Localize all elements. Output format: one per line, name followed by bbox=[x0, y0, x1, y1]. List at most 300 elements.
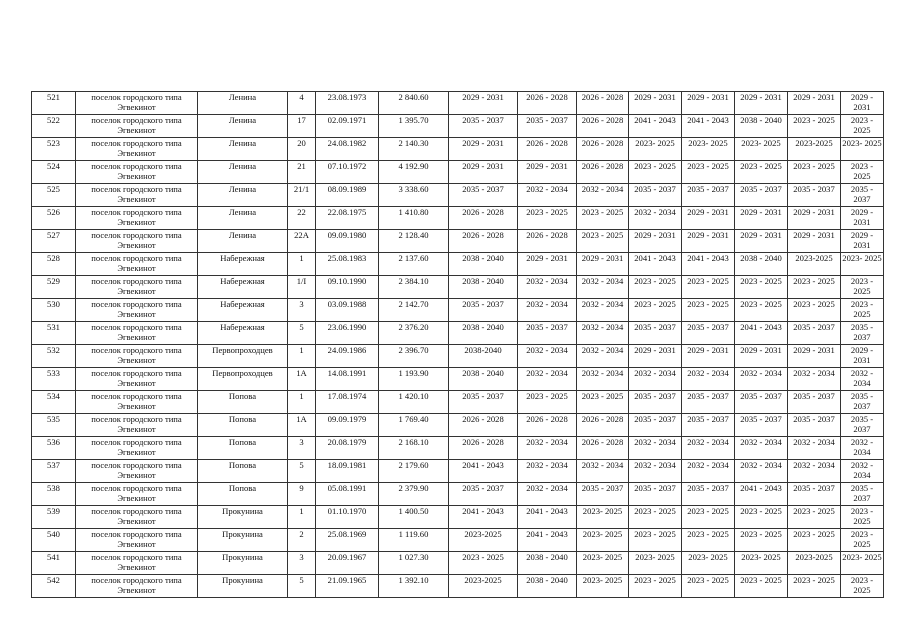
table-row bbox=[32, 115, 884, 138]
period-cell: 2023 - 2025 bbox=[449, 552, 518, 575]
table-row bbox=[32, 575, 884, 598]
period-cell: 2035 - 2037 bbox=[735, 184, 788, 207]
period-cell: 2035 - 2037 bbox=[841, 322, 884, 345]
period-cell: 2032 - 2034 bbox=[735, 437, 788, 460]
street-cell: Попова bbox=[198, 414, 288, 437]
settlement-cell: поселок городского типа Эгвекинот bbox=[76, 368, 198, 391]
period-cell: 2029 - 2031 bbox=[788, 92, 841, 115]
period-cell: 2026 - 2028 bbox=[577, 92, 629, 115]
period-cell: 2026 - 2028 bbox=[518, 414, 577, 437]
settlement-cell: поселок городского типа Эгвекинот bbox=[76, 115, 198, 138]
period-cell: 2035 - 2037 bbox=[682, 483, 735, 506]
commission-date-cell: 21.09.1965 bbox=[316, 575, 379, 598]
table-row bbox=[32, 483, 884, 506]
period-cell: 2041 - 2043 bbox=[629, 253, 682, 276]
period-cell: 2035 - 2037 bbox=[682, 414, 735, 437]
commission-date-cell: 20.09.1967 bbox=[316, 552, 379, 575]
period-cell: 2023 - 2025 bbox=[682, 299, 735, 322]
period-cell: 2035 - 2037 bbox=[518, 115, 577, 138]
house-number-cell: 3 bbox=[288, 437, 316, 460]
period-cell: 2032 - 2034 bbox=[518, 483, 577, 506]
row-number-cell: 535 bbox=[32, 414, 76, 437]
period-cell: 2041 - 2043 bbox=[629, 115, 682, 138]
period-cell: 2029 - 2031 bbox=[449, 92, 518, 115]
period-cell: 2023 - 2025 bbox=[841, 161, 884, 184]
street-cell: Первопроходцев bbox=[198, 368, 288, 391]
period-cell: 2023 - 2025 bbox=[629, 575, 682, 598]
area-cell: 1 193.90 bbox=[379, 368, 449, 391]
period-cell: 2041 - 2043 bbox=[735, 322, 788, 345]
period-cell: 2023 - 2025 bbox=[682, 506, 735, 529]
period-cell: 2032 - 2034 bbox=[518, 299, 577, 322]
period-cell: 2026 - 2028 bbox=[449, 207, 518, 230]
commission-date-cell: 03.09.1988 bbox=[316, 299, 379, 322]
row-number-cell: 530 bbox=[32, 299, 76, 322]
period-cell: 2029 - 2031 bbox=[449, 161, 518, 184]
period-cell: 2035 - 2037 bbox=[629, 414, 682, 437]
period-cell: 2023 - 2025 bbox=[518, 207, 577, 230]
document-page bbox=[31, 91, 883, 598]
commission-date-cell: 18.09.1981 bbox=[316, 460, 379, 483]
period-cell: 2029 - 2031 bbox=[682, 92, 735, 115]
period-cell: 2035 - 2037 bbox=[788, 391, 841, 414]
commission-date-cell: 22.08.1975 bbox=[316, 207, 379, 230]
period-cell: 2026 - 2028 bbox=[449, 414, 518, 437]
period-cell: 2029 - 2031 bbox=[518, 161, 577, 184]
period-cell: 2029 - 2031 bbox=[449, 138, 518, 161]
street-cell: Набережная bbox=[198, 253, 288, 276]
period-cell: 2035 - 2037 bbox=[788, 322, 841, 345]
period-cell: 2023- 2025 bbox=[629, 552, 682, 575]
table-row bbox=[32, 161, 884, 184]
period-cell: 2035 - 2037 bbox=[841, 414, 884, 437]
street-cell: Прокунина bbox=[198, 529, 288, 552]
settlement-cell: поселок городского типа Эгвекинот bbox=[76, 92, 198, 115]
period-cell: 2032 - 2034 bbox=[518, 460, 577, 483]
period-cell: 2032 - 2034 bbox=[841, 368, 884, 391]
row-number-cell: 536 bbox=[32, 437, 76, 460]
house-number-cell: 3 bbox=[288, 299, 316, 322]
period-cell: 2023-2025 bbox=[449, 575, 518, 598]
period-cell: 2026 - 2028 bbox=[577, 138, 629, 161]
settlement-cell: поселок городского типа Эгвекинот bbox=[76, 230, 198, 253]
house-number-cell: 1А bbox=[288, 368, 316, 391]
settlement-cell: поселок городского типа Эгвекинот bbox=[76, 138, 198, 161]
period-cell: 2023- 2025 bbox=[577, 506, 629, 529]
period-cell: 2032 - 2034 bbox=[577, 368, 629, 391]
commission-date-cell: 24.09.1986 bbox=[316, 345, 379, 368]
period-cell: 2035 - 2037 bbox=[629, 391, 682, 414]
period-cell: 2023 - 2025 bbox=[788, 115, 841, 138]
period-cell: 2023- 2025 bbox=[682, 552, 735, 575]
row-number-cell: 532 bbox=[32, 345, 76, 368]
period-cell: 2035 - 2037 bbox=[841, 391, 884, 414]
area-cell: 2 140.30 bbox=[379, 138, 449, 161]
settlement-cell: поселок городского типа Эгвекинот bbox=[76, 460, 198, 483]
period-cell: 2029 - 2031 bbox=[735, 345, 788, 368]
period-cell: 2023 - 2025 bbox=[735, 575, 788, 598]
house-number-cell: 1 bbox=[288, 345, 316, 368]
period-cell: 2035 - 2037 bbox=[682, 322, 735, 345]
table-row bbox=[32, 92, 884, 115]
period-cell: 2023-2025 bbox=[449, 529, 518, 552]
area-cell: 2 137.60 bbox=[379, 253, 449, 276]
period-cell: 2023 - 2025 bbox=[788, 161, 841, 184]
commission-date-cell: 09.09.1979 bbox=[316, 414, 379, 437]
period-cell: 2038 - 2040 bbox=[518, 552, 577, 575]
period-cell: 2029 - 2031 bbox=[629, 345, 682, 368]
period-cell: 2032 - 2034 bbox=[518, 184, 577, 207]
area-cell: 2 376.20 bbox=[379, 322, 449, 345]
period-cell: 2032 - 2034 bbox=[629, 437, 682, 460]
housing-schedule-table bbox=[31, 91, 884, 598]
period-cell: 2032 - 2034 bbox=[577, 276, 629, 299]
period-cell: 2023 - 2025 bbox=[682, 575, 735, 598]
period-cell: 2032 - 2034 bbox=[518, 437, 577, 460]
period-cell: 2038 - 2040 bbox=[518, 575, 577, 598]
house-number-cell: 2 bbox=[288, 529, 316, 552]
period-cell: 2032 - 2034 bbox=[629, 207, 682, 230]
period-cell: 2035 - 2037 bbox=[449, 299, 518, 322]
row-number-cell: 523 bbox=[32, 138, 76, 161]
period-cell: 2041 - 2043 bbox=[735, 483, 788, 506]
period-cell: 2038 - 2040 bbox=[449, 322, 518, 345]
settlement-cell: поселок городского типа Эгвекинот bbox=[76, 552, 198, 575]
period-cell: 2032 - 2034 bbox=[682, 460, 735, 483]
period-cell: 2026 - 2028 bbox=[577, 437, 629, 460]
period-cell: 2023- 2025 bbox=[841, 253, 884, 276]
settlement-cell: поселок городского типа Эгвекинот bbox=[76, 575, 198, 598]
period-cell: 2032 - 2034 bbox=[841, 460, 884, 483]
street-cell: Набережная bbox=[198, 276, 288, 299]
period-cell: 2026 - 2028 bbox=[518, 230, 577, 253]
period-cell: 2032 - 2034 bbox=[518, 345, 577, 368]
period-cell: 2038 - 2040 bbox=[449, 276, 518, 299]
house-number-cell: 21/1 bbox=[288, 184, 316, 207]
commission-date-cell: 07.10.1972 bbox=[316, 161, 379, 184]
period-cell: 2035 - 2037 bbox=[629, 322, 682, 345]
area-cell: 1 119.60 bbox=[379, 529, 449, 552]
period-cell: 2041 - 2043 bbox=[682, 253, 735, 276]
table-row bbox=[32, 345, 884, 368]
commission-date-cell: 01.10.1970 bbox=[316, 506, 379, 529]
row-number-cell: 537 bbox=[32, 460, 76, 483]
settlement-cell: поселок городского типа Эгвекинот bbox=[76, 437, 198, 460]
period-cell: 2023-2025 bbox=[788, 253, 841, 276]
settlement-cell: поселок городского типа Эгвекинот bbox=[76, 345, 198, 368]
period-cell: 2032 - 2034 bbox=[735, 460, 788, 483]
period-cell: 2023 - 2025 bbox=[629, 276, 682, 299]
period-cell: 2023 - 2025 bbox=[577, 230, 629, 253]
house-number-cell: 1 bbox=[288, 391, 316, 414]
street-cell: Набережная bbox=[198, 299, 288, 322]
period-cell: 2032 - 2034 bbox=[682, 368, 735, 391]
period-cell: 2029 - 2031 bbox=[735, 230, 788, 253]
row-number-cell: 538 bbox=[32, 483, 76, 506]
period-cell: 2032 - 2034 bbox=[841, 437, 884, 460]
street-cell: Прокунина bbox=[198, 552, 288, 575]
settlement-cell: поселок городского типа Эгвекинот bbox=[76, 529, 198, 552]
table-row bbox=[32, 230, 884, 253]
period-cell: 2023 - 2025 bbox=[629, 161, 682, 184]
period-cell: 2023 - 2025 bbox=[629, 506, 682, 529]
period-cell: 2041 - 2043 bbox=[518, 529, 577, 552]
row-number-cell: 527 bbox=[32, 230, 76, 253]
settlement-cell: поселок городского типа Эгвекинот bbox=[76, 506, 198, 529]
period-cell: 2023- 2025 bbox=[682, 138, 735, 161]
row-number-cell: 542 bbox=[32, 575, 76, 598]
period-cell: 2035 - 2037 bbox=[682, 184, 735, 207]
area-cell: 2 128.40 bbox=[379, 230, 449, 253]
street-cell: Ленина bbox=[198, 138, 288, 161]
area-cell: 1 395.70 bbox=[379, 115, 449, 138]
period-cell: 2023 - 2025 bbox=[735, 161, 788, 184]
row-number-cell: 540 bbox=[32, 529, 76, 552]
settlement-cell: поселок городского типа Эгвекинот bbox=[76, 483, 198, 506]
house-number-cell: 17 bbox=[288, 115, 316, 138]
period-cell: 2038 - 2040 bbox=[449, 368, 518, 391]
house-number-cell: 22 bbox=[288, 207, 316, 230]
commission-date-cell: 08.09.1989 bbox=[316, 184, 379, 207]
period-cell: 2029 - 2031 bbox=[682, 230, 735, 253]
period-cell: 2029 - 2031 bbox=[841, 207, 884, 230]
settlement-cell: поселок городского типа Эгвекинот bbox=[76, 276, 198, 299]
period-cell: 2026 - 2028 bbox=[518, 138, 577, 161]
period-cell: 2023 - 2025 bbox=[735, 529, 788, 552]
street-cell: Прокунина bbox=[198, 575, 288, 598]
settlement-cell: поселок городского типа Эгвекинот bbox=[76, 391, 198, 414]
commission-date-cell: 24.08.1982 bbox=[316, 138, 379, 161]
table-body bbox=[32, 92, 884, 598]
period-cell: 2023 - 2025 bbox=[735, 276, 788, 299]
table-row bbox=[32, 368, 884, 391]
house-number-cell: 9 bbox=[288, 483, 316, 506]
area-cell: 2 396.70 bbox=[379, 345, 449, 368]
period-cell: 2023 - 2025 bbox=[577, 391, 629, 414]
table-row bbox=[32, 322, 884, 345]
commission-date-cell: 23.08.1973 bbox=[316, 92, 379, 115]
table-row bbox=[32, 184, 884, 207]
house-number-cell: 5 bbox=[288, 322, 316, 345]
house-number-cell: 1А bbox=[288, 414, 316, 437]
street-cell: Ленина bbox=[198, 184, 288, 207]
period-cell: 2032 - 2034 bbox=[735, 368, 788, 391]
period-cell: 2035 - 2037 bbox=[449, 391, 518, 414]
area-cell: 1 410.80 bbox=[379, 207, 449, 230]
row-number-cell: 541 bbox=[32, 552, 76, 575]
period-cell: 2032 - 2034 bbox=[577, 299, 629, 322]
period-cell: 2023- 2025 bbox=[577, 575, 629, 598]
period-cell: 2023 - 2025 bbox=[841, 575, 884, 598]
period-cell: 2035 - 2037 bbox=[682, 391, 735, 414]
area-cell: 2 840.60 bbox=[379, 92, 449, 115]
table-row bbox=[32, 299, 884, 322]
table-row bbox=[32, 552, 884, 575]
period-cell: 2023 - 2025 bbox=[788, 299, 841, 322]
settlement-cell: поселок городского типа Эгвекинот bbox=[76, 161, 198, 184]
period-cell: 2023 - 2025 bbox=[735, 299, 788, 322]
house-number-cell: 21 bbox=[288, 161, 316, 184]
row-number-cell: 531 bbox=[32, 322, 76, 345]
table-row bbox=[32, 391, 884, 414]
row-number-cell: 521 bbox=[32, 92, 76, 115]
area-cell: 1 400.50 bbox=[379, 506, 449, 529]
period-cell: 2032 - 2034 bbox=[629, 460, 682, 483]
street-cell: Набережная bbox=[198, 322, 288, 345]
area-cell: 4 192.90 bbox=[379, 161, 449, 184]
period-cell: 2035 - 2037 bbox=[449, 483, 518, 506]
street-cell: Ленина bbox=[198, 207, 288, 230]
street-cell: Ленина bbox=[198, 92, 288, 115]
period-cell: 2029 - 2031 bbox=[735, 92, 788, 115]
period-cell: 2023 - 2025 bbox=[788, 575, 841, 598]
period-cell: 2023- 2025 bbox=[841, 552, 884, 575]
period-cell: 2032 - 2034 bbox=[788, 368, 841, 391]
street-cell: Первопроходцев bbox=[198, 345, 288, 368]
period-cell: 2029 - 2031 bbox=[629, 230, 682, 253]
period-cell: 2023 - 2025 bbox=[788, 506, 841, 529]
period-cell: 2026 - 2028 bbox=[577, 115, 629, 138]
period-cell: 2023- 2025 bbox=[841, 138, 884, 161]
period-cell: 2035 - 2037 bbox=[449, 115, 518, 138]
table-row bbox=[32, 207, 884, 230]
commission-date-cell: 09.09.1980 bbox=[316, 230, 379, 253]
house-number-cell: 4 bbox=[288, 92, 316, 115]
period-cell: 2041 - 2043 bbox=[449, 506, 518, 529]
period-cell: 2029 - 2031 bbox=[788, 207, 841, 230]
table-row bbox=[32, 276, 884, 299]
commission-date-cell: 25.08.1983 bbox=[316, 253, 379, 276]
table-row bbox=[32, 253, 884, 276]
period-cell: 2023 - 2025 bbox=[518, 391, 577, 414]
settlement-cell: поселок городского типа Эгвекинот bbox=[76, 253, 198, 276]
period-cell: 2023 - 2025 bbox=[841, 529, 884, 552]
area-cell: 2 379.90 bbox=[379, 483, 449, 506]
period-cell: 2026 - 2028 bbox=[449, 437, 518, 460]
period-cell: 2023- 2025 bbox=[735, 552, 788, 575]
commission-date-cell: 14.08.1991 bbox=[316, 368, 379, 391]
period-cell: 2035 - 2037 bbox=[841, 483, 884, 506]
period-cell: 2023 - 2025 bbox=[682, 529, 735, 552]
period-cell: 2023 - 2025 bbox=[735, 506, 788, 529]
period-cell: 2038-2040 bbox=[449, 345, 518, 368]
period-cell: 2041 - 2043 bbox=[682, 115, 735, 138]
period-cell: 2035 - 2037 bbox=[788, 483, 841, 506]
house-number-cell: 20 bbox=[288, 138, 316, 161]
period-cell: 2035 - 2037 bbox=[735, 414, 788, 437]
period-cell: 2035 - 2037 bbox=[788, 184, 841, 207]
period-cell: 2026 - 2028 bbox=[449, 230, 518, 253]
settlement-cell: поселок городского типа Эгвекинот bbox=[76, 207, 198, 230]
period-cell: 2029 - 2031 bbox=[518, 253, 577, 276]
period-cell: 2038 - 2040 bbox=[735, 115, 788, 138]
period-cell: 2023-2025 bbox=[788, 552, 841, 575]
period-cell: 2035 - 2037 bbox=[629, 184, 682, 207]
area-cell: 2 384.10 bbox=[379, 276, 449, 299]
period-cell: 2035 - 2037 bbox=[577, 483, 629, 506]
period-cell: 2032 - 2034 bbox=[577, 322, 629, 345]
period-cell: 2029 - 2031 bbox=[841, 345, 884, 368]
period-cell: 2023 - 2025 bbox=[841, 115, 884, 138]
settlement-cell: поселок городского типа Эгвекинот bbox=[76, 299, 198, 322]
period-cell: 2035 - 2037 bbox=[841, 184, 884, 207]
period-cell: 2032 - 2034 bbox=[577, 184, 629, 207]
house-number-cell: 1/I bbox=[288, 276, 316, 299]
period-cell: 2035 - 2037 bbox=[449, 184, 518, 207]
commission-date-cell: 09.10.1990 bbox=[316, 276, 379, 299]
period-cell: 2029 - 2031 bbox=[788, 345, 841, 368]
area-cell: 1 027.30 bbox=[379, 552, 449, 575]
row-number-cell: 539 bbox=[32, 506, 76, 529]
area-cell: 1 392.10 bbox=[379, 575, 449, 598]
table-row bbox=[32, 506, 884, 529]
row-number-cell: 529 bbox=[32, 276, 76, 299]
street-cell: Ленина bbox=[198, 161, 288, 184]
period-cell: 2023- 2025 bbox=[577, 529, 629, 552]
commission-date-cell: 17.08.1974 bbox=[316, 391, 379, 414]
period-cell: 2035 - 2037 bbox=[629, 483, 682, 506]
period-cell: 2035 - 2037 bbox=[518, 322, 577, 345]
period-cell: 2032 - 2034 bbox=[518, 368, 577, 391]
period-cell: 2023 - 2025 bbox=[841, 276, 884, 299]
period-cell: 2032 - 2034 bbox=[577, 460, 629, 483]
row-number-cell: 524 bbox=[32, 161, 76, 184]
street-cell: Попова bbox=[198, 437, 288, 460]
house-number-cell: 5 bbox=[288, 460, 316, 483]
area-cell: 2 142.70 bbox=[379, 299, 449, 322]
street-cell: Прокунина bbox=[198, 506, 288, 529]
period-cell: 2032 - 2034 bbox=[629, 368, 682, 391]
period-cell: 2023 - 2025 bbox=[841, 506, 884, 529]
period-cell: 2029 - 2031 bbox=[788, 230, 841, 253]
street-cell: Попова bbox=[198, 391, 288, 414]
table-row bbox=[32, 437, 884, 460]
period-cell: 2023- 2025 bbox=[577, 552, 629, 575]
period-cell: 2032 - 2034 bbox=[788, 460, 841, 483]
period-cell: 2023 - 2025 bbox=[629, 529, 682, 552]
house-number-cell: 22А bbox=[288, 230, 316, 253]
period-cell: 2023 - 2025 bbox=[682, 276, 735, 299]
table-row bbox=[32, 460, 884, 483]
house-number-cell: 3 bbox=[288, 552, 316, 575]
row-number-cell: 525 bbox=[32, 184, 76, 207]
period-cell: 2038 - 2040 bbox=[449, 253, 518, 276]
row-number-cell: 526 bbox=[32, 207, 76, 230]
period-cell: 2029 - 2031 bbox=[735, 207, 788, 230]
period-cell: 2038 - 2040 bbox=[735, 253, 788, 276]
table-row bbox=[32, 529, 884, 552]
area-cell: 1 769.40 bbox=[379, 414, 449, 437]
row-number-cell: 534 bbox=[32, 391, 76, 414]
period-cell: 2032 - 2034 bbox=[682, 437, 735, 460]
period-cell: 2023-2025 bbox=[788, 138, 841, 161]
house-number-cell: 1 bbox=[288, 506, 316, 529]
period-cell: 2029 - 2031 bbox=[682, 345, 735, 368]
street-cell: Попова bbox=[198, 483, 288, 506]
period-cell: 2041 - 2043 bbox=[449, 460, 518, 483]
period-cell: 2035 - 2037 bbox=[788, 414, 841, 437]
street-cell: Ленина bbox=[198, 230, 288, 253]
commission-date-cell: 05.08.1991 bbox=[316, 483, 379, 506]
period-cell: 2032 - 2034 bbox=[577, 345, 629, 368]
settlement-cell: поселок городского типа Эгвекинот bbox=[76, 414, 198, 437]
area-cell: 1 420.10 bbox=[379, 391, 449, 414]
period-cell: 2032 - 2034 bbox=[518, 276, 577, 299]
commission-date-cell: 02.09.1971 bbox=[316, 115, 379, 138]
period-cell: 2029 - 2031 bbox=[577, 253, 629, 276]
street-cell: Попова bbox=[198, 460, 288, 483]
street-cell: Ленина bbox=[198, 115, 288, 138]
